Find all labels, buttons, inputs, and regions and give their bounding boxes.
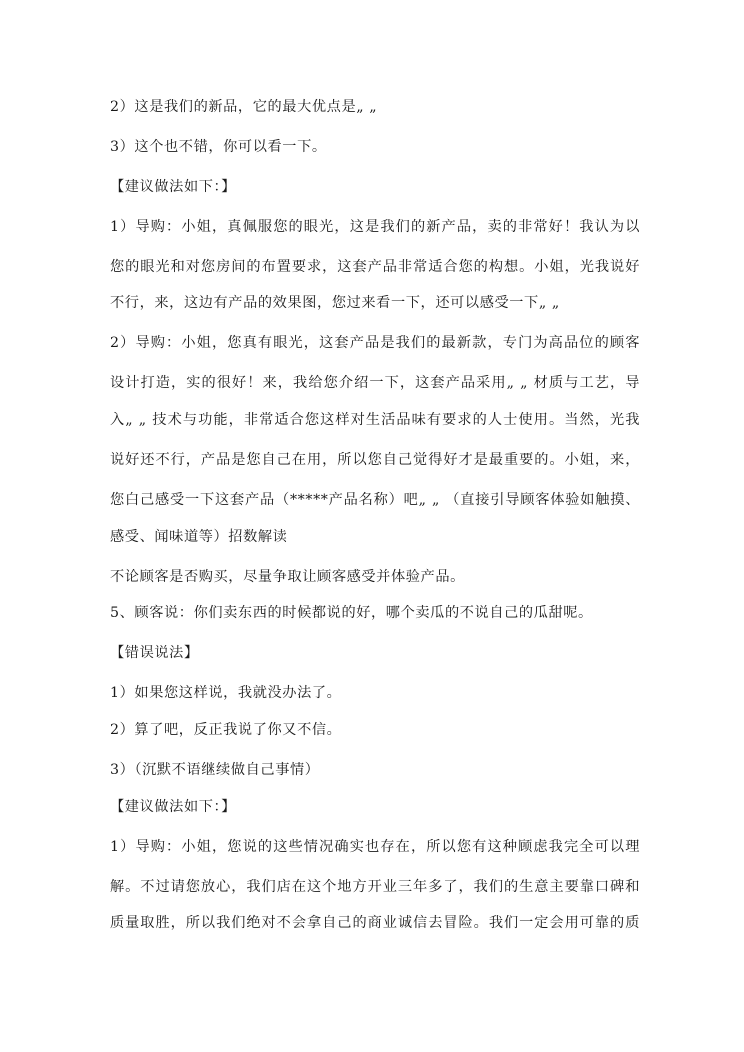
text-line: 设计打造，实的很好！来，我给您介绍一下，这套产品采用„ „ 材质与工艺，导 <box>110 375 640 391</box>
section-heading: 【建议做法如下：】 <box>110 799 236 815</box>
text-line: 2）这是我们的新品，它的最大优点是„ „ <box>110 99 378 115</box>
text-line: 不论顾客是否购买，尽量争取让顾客感受并体验产品。 <box>110 569 465 585</box>
text-line: 1）如果您这样说，我就没办法了。 <box>110 685 342 701</box>
text-line: 不行，来，这边有产品的效果图，您过来看一下，还可以感受一下„ „ <box>110 295 560 311</box>
section-heading: 【建议做法如下：】 <box>110 179 236 195</box>
text-line: 质量取胜，所以我们绝对不会拿自己的商业诚信去冒险。我们一定会用可靠的质 <box>110 915 640 931</box>
text-line: 说好还不行，产品是您自己在用，所以您自己觉得好才是最重要的。小姐，来， <box>110 452 640 468</box>
text-line: 5、顾客说：你们卖东西的时候都说的好，哪个卖瓜的不说自己的瓜甜呢。 <box>110 605 593 621</box>
text-line: 您的眼光和对您房间的布置要求，这套产品非常适合您的构想。小姐，光我说好 <box>110 259 640 275</box>
text-line: 2）算了吧，反正我说了你又不信。 <box>110 722 342 738</box>
text-line: 1）导购：小姐，真佩服您的眼光，这是我们的新产品，卖的非常好！我认为以 <box>110 219 640 235</box>
text-line: 2）导购：小姐，您真有眼光，这套产品是我们的最新款，专门为高品位的顾客 <box>110 335 640 351</box>
text-line: 入„ „ 技术与功能，非常适合您这样对生活品味有要求的人士使用。当然，光我 <box>110 412 640 428</box>
text-line: 感受、闻味道等）招数解读 <box>110 529 288 545</box>
text-line: 解。不过请您放心，我们店在这个地方开业三年多了，我们的生意主要靠口碑和 <box>110 879 640 895</box>
text-line: 3）（沉默不语继续做自己事情） <box>110 762 320 778</box>
section-heading: 【错误说法】 <box>110 645 199 661</box>
text-line: 1）导购：小姐，您说的这些情况确实也存在，所以您有这种顾虑我完全可以理 <box>110 839 640 855</box>
text-line: 您白己感受一下这套产品（*****产品名称）吧„ „ （直接引导顾客体验如触摸、 <box>110 492 640 508</box>
text-line: 3）这个也不错，你可以看一下。 <box>110 139 327 155</box>
